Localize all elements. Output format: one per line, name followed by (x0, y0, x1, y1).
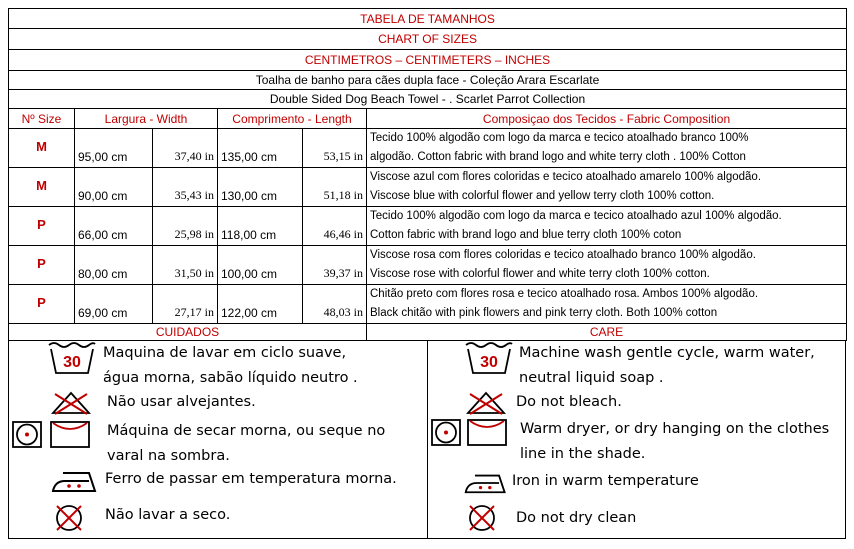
care-line: água morna, sabão líquido neutro . (103, 370, 358, 386)
width-cm-cell: 69,00 cm (75, 285, 153, 324)
length-in-cell: 39,37 in (303, 246, 367, 285)
length-cm-cell: 118,00 cm (218, 207, 303, 246)
col-length-header: Comprimento - Length (218, 109, 367, 129)
col-width-header: Largura - Width (75, 109, 218, 129)
care-line: Machine wash gentle cycle, warm water, (519, 345, 815, 361)
tumble-dry-icon (11, 419, 45, 449)
composition-line: Tecido 100% algodão com logo da marca e tecico atoalhado branco 100% (370, 132, 749, 144)
size-chart-sheet (8, 8, 846, 542)
care-column-en (427, 341, 845, 538)
col-composition-header: Composiçao dos Tecidos - Fabric Composition (367, 109, 847, 129)
width-in-cell: 37,40 in (153, 129, 218, 168)
care-item-dryclean (466, 503, 636, 533)
care-instructions (8, 341, 846, 539)
wash-30-icon (47, 341, 97, 377)
length-cm-cell: 100,00 cm (218, 246, 303, 285)
care-line: neutral liquid soap . (519, 370, 664, 386)
wash-temp: 30 (63, 354, 81, 371)
care-text (519, 341, 815, 391)
care-line: Iron in warm temperature (512, 473, 699, 489)
care-text (516, 390, 622, 415)
care-text (105, 467, 397, 492)
composition-cell (367, 129, 847, 168)
care-line: Warm dryer, or dry hanging on the clothes (520, 421, 830, 437)
chart-title-pt: TABELA DE TAMANHOS (9, 9, 847, 29)
width-cm-cell: 95,00 cm (75, 129, 153, 168)
care-item-dry (430, 417, 829, 467)
length-in-cell: 53,15 in (303, 129, 367, 168)
care-heading-en: CARE (367, 324, 847, 341)
composition-cell (367, 207, 847, 246)
care-line: Do not dry clean (516, 510, 637, 526)
care-item-dryclean (53, 503, 230, 533)
no-bleach-icon (464, 390, 508, 416)
iron-medium-icon (49, 467, 103, 495)
length-in-cell: 48,03 in (303, 285, 367, 324)
product-name-pt: Toalha de banho para cães dupla face - Coleção Arara Escarlate (9, 71, 847, 90)
composition-line: Chitão preto com flores rosa e tecico atoalhado rosa. Ambos 100% algodão. (370, 288, 759, 300)
composition-line: algodão. Cotton fabric with brand logo and white terry cloth . 100% Cotton (370, 151, 746, 163)
chart-title-en: CHART OF SIZES (9, 29, 847, 50)
composition-cell (367, 285, 847, 324)
length-cm-cell: 130,00 cm (218, 168, 303, 207)
product-name-en: Double Sided Dog Beach Towel - . Scarlet Parrot Collection (9, 90, 847, 109)
no-dry-clean-icon (466, 503, 500, 533)
table-row (9, 168, 847, 207)
care-line: Maquina de lavar em ciclo suave, (103, 345, 347, 361)
wash-temp: 30 (480, 354, 498, 371)
width-cm-cell: 90,00 cm (75, 168, 153, 207)
size-cell: P (9, 285, 75, 324)
care-text (107, 419, 385, 469)
composition-line: Black chitão with pink flowers and pink terry cloth. Both 100% cotton (370, 307, 718, 319)
size-cell: P (9, 246, 75, 285)
width-in-cell: 27,17 in (153, 285, 218, 324)
composition-line: Cotton fabric with brand logo and blue terry cloth 100% coton (370, 229, 682, 241)
length-in-cell: 51,18 in (303, 168, 367, 207)
care-text (516, 506, 636, 531)
width-in-cell: 35,43 in (153, 168, 218, 207)
no-dry-clean-icon (53, 503, 87, 533)
width-cm-cell: 66,00 cm (75, 207, 153, 246)
table-row (9, 207, 847, 246)
composition-line: Viscose rose with colorful flower and white terry cloth 100% cotton. (370, 268, 710, 280)
care-item-iron (49, 467, 397, 495)
length-cm-cell: 122,00 cm (218, 285, 303, 324)
composition-line: Tecido 100% algodão com logo da marca e tecico atoalhado azul 100% algodão. (370, 210, 782, 222)
width-in-cell: 31,50 in (153, 246, 218, 285)
width-cm-cell: 80,00 cm (75, 246, 153, 285)
size-cell: M (9, 129, 75, 168)
care-column-pt (9, 341, 427, 538)
care-line: Ferro de passar em temperatura morna. (105, 471, 397, 487)
care-item-wash (47, 341, 358, 391)
wash-30-icon (464, 341, 514, 377)
width-in-cell: 25,98 in (153, 207, 218, 246)
care-heading-pt: CUIDADOS (9, 324, 367, 341)
tumble-dry-icon (430, 417, 464, 447)
care-line: Do not bleach. (516, 394, 622, 410)
col-size-header: Nº Size (9, 109, 75, 129)
composition-line: Viscose rosa com flores coloridas e tecico atoalhado branco 100% algodão. (370, 249, 756, 261)
care-text (520, 417, 829, 467)
care-item-wash (464, 341, 815, 391)
composition-cell (367, 246, 847, 285)
care-item-bleach (49, 390, 256, 416)
length-in-cell: 46,46 in (303, 207, 367, 246)
care-line: Máquina de secar morna, ou seque no (107, 423, 386, 439)
size-cell: M (9, 168, 75, 207)
care-text (107, 390, 256, 415)
care-item-iron (462, 469, 699, 497)
composition-line: Viscose azul com flores coloridas e tecico atoalhado amarelo 100% algodão. (370, 171, 762, 183)
care-text (512, 469, 699, 494)
table-row (9, 285, 847, 324)
care-item-dry (11, 419, 385, 469)
table-row (9, 246, 847, 285)
units-row: CENTIMETROS – CENTIMETERS – INCHES (9, 50, 847, 71)
care-text (103, 341, 358, 391)
care-text (105, 503, 230, 528)
table-row (9, 129, 847, 168)
composition-line: Viscose blue with colorful flower and yellow terry cloth 100% cotton. (370, 190, 715, 202)
line-dry-shade-icon (466, 417, 510, 447)
size-table (8, 8, 847, 341)
iron-medium-icon (462, 469, 512, 497)
line-dry-shade-icon (49, 419, 93, 449)
size-cell: P (9, 207, 75, 246)
no-bleach-icon (49, 390, 93, 416)
care-line: line in the shade. (520, 446, 646, 462)
care-line: Não lavar a seco. (105, 507, 231, 523)
length-cm-cell: 135,00 cm (218, 129, 303, 168)
care-line: varal na sombra. (107, 448, 230, 464)
care-item-bleach (464, 390, 622, 416)
composition-cell (367, 168, 847, 207)
care-line: Não usar alvejantes. (107, 394, 256, 410)
